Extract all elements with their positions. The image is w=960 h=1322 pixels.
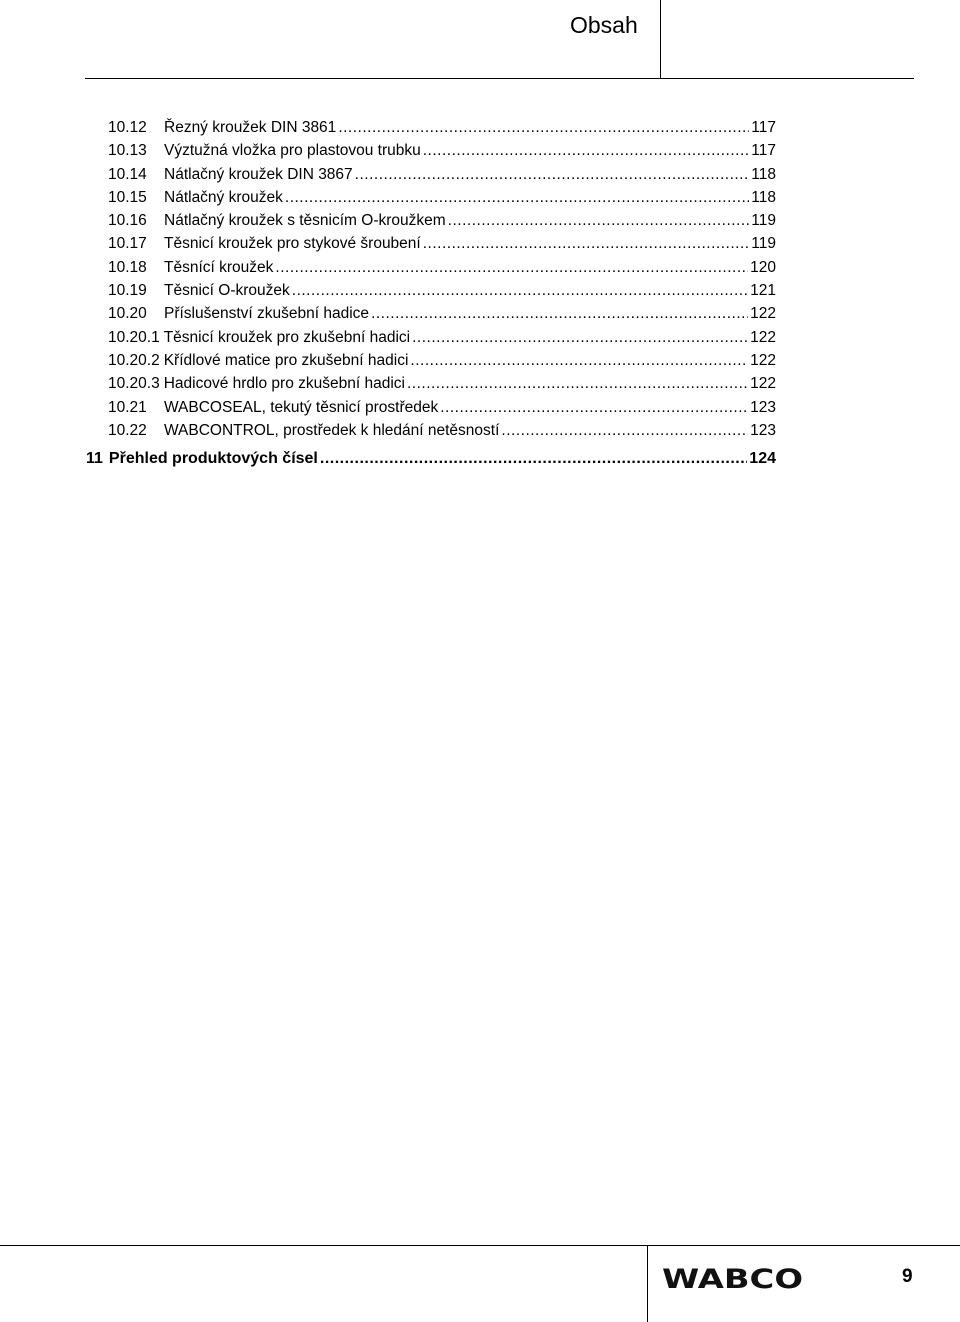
toc-entry-number: 10.16 bbox=[108, 212, 147, 230]
toc-entry[interactable] bbox=[86, 256, 776, 279]
toc-dot-leader bbox=[275, 256, 748, 279]
toc-dot-leader bbox=[501, 419, 748, 442]
toc-entry-number: 10.19 bbox=[108, 282, 147, 300]
toc-entry-page: 122 bbox=[750, 351, 776, 369]
wabco-logo: WABCO bbox=[662, 1264, 804, 1295]
toc-entry-page: 117 bbox=[751, 119, 776, 136]
toc-entry-number: 10.12 bbox=[108, 119, 147, 136]
toc-entry-page: 121 bbox=[750, 282, 776, 300]
toc-entry-title: Křídlové matice pro zkušební hadici bbox=[163, 351, 409, 369]
toc-entry[interactable] bbox=[86, 163, 776, 186]
toc-entry-number: 10.20.3 bbox=[108, 375, 160, 393]
toc-entry[interactable] bbox=[86, 372, 776, 395]
toc-entry[interactable] bbox=[86, 326, 776, 349]
toc-entry-title: WABCOSEAL, tekutý těsnicí prostředek bbox=[164, 398, 439, 416]
toc-entry[interactable] bbox=[86, 116, 776, 139]
toc-dot-leader bbox=[338, 116, 749, 139]
toc-entry-number: 10.20 bbox=[108, 305, 147, 323]
toc-dot-leader bbox=[448, 209, 750, 232]
toc-entry-title: WABCONTROL, prostředek k hledání netěsností bbox=[164, 421, 500, 439]
toc-entry[interactable] bbox=[86, 279, 776, 302]
toc-entry-title: Těsnící kroužek bbox=[164, 258, 274, 276]
toc-entry-number: 10.14 bbox=[108, 165, 147, 183]
toc-entry[interactable] bbox=[86, 349, 776, 372]
toc-entry-page: 119 bbox=[751, 235, 776, 253]
toc-entry-title: Řezný kroužek DIN 3861 bbox=[164, 119, 337, 136]
toc-dot-leader bbox=[355, 163, 750, 186]
toc-dot-leader bbox=[371, 302, 748, 325]
toc-dot-leader bbox=[423, 232, 750, 255]
footer-divider-vertical bbox=[647, 1245, 648, 1322]
footer-page-number: 9 bbox=[902, 1266, 913, 1287]
toc-entry-page: 118 bbox=[751, 188, 776, 206]
toc-entry-number: 10.20.1 bbox=[108, 328, 160, 346]
toc-entry-page: 117 bbox=[751, 142, 776, 160]
toc-entry[interactable] bbox=[86, 209, 776, 232]
toc-entry-title: Nátlačný kroužek bbox=[164, 188, 283, 206]
toc-entry-page: 122 bbox=[750, 305, 776, 323]
toc-entry-number: 10.15 bbox=[108, 188, 147, 206]
toc-entry-title: Příslušenství zkušební hadice bbox=[164, 305, 370, 323]
toc-entry-number: 10.13 bbox=[108, 142, 147, 160]
toc-entry-number: 10.18 bbox=[108, 258, 147, 276]
toc-entry-number: 10.20.2 bbox=[108, 351, 160, 369]
toc-dot-leader bbox=[412, 326, 748, 349]
toc-entry-title: Těsnicí O-kroužek bbox=[164, 282, 290, 300]
toc-dot-leader bbox=[285, 186, 749, 209]
toc-dot-leader bbox=[423, 139, 750, 162]
toc-entry-page: 122 bbox=[750, 328, 776, 346]
toc-entry-page: 120 bbox=[750, 258, 776, 276]
toc-entry-page: 123 bbox=[750, 421, 776, 439]
toc-entry-title: Těsnicí kroužek pro stykové šroubení bbox=[164, 235, 421, 253]
toc-entry-title: Těsnicí kroužek pro zkušební hadici bbox=[163, 328, 411, 346]
toc-chapter-entry[interactable] bbox=[86, 447, 776, 470]
toc-entry[interactable] bbox=[86, 419, 776, 442]
toc-entry-page: 122 bbox=[750, 375, 776, 393]
page-header-title: Obsah bbox=[570, 12, 638, 38]
toc-entry-page: 124 bbox=[749, 450, 776, 468]
toc-dot-leader bbox=[410, 349, 748, 372]
toc-entry-number: 10.21 bbox=[108, 398, 147, 416]
toc-entry-title: Přehled produktových čísel bbox=[108, 450, 318, 468]
toc-dot-leader bbox=[292, 279, 748, 302]
toc-entry-title: Nátlačný kroužek DIN 3867 bbox=[164, 165, 353, 183]
header-divider-vertical bbox=[660, 0, 661, 79]
toc-entry[interactable] bbox=[86, 302, 776, 325]
toc-entry[interactable] bbox=[86, 232, 776, 255]
toc-entry[interactable] bbox=[86, 186, 776, 209]
toc-dot-leader bbox=[320, 447, 747, 470]
toc-entry-title: Hadicové hrdlo pro zkušební hadici bbox=[163, 375, 405, 393]
toc-entry-title: Nátlačný kroužek s těsnicím O-kroužkem bbox=[164, 212, 446, 230]
toc-entry-number: 10.17 bbox=[108, 235, 147, 253]
toc-dot-leader bbox=[440, 396, 748, 419]
toc-entry-number: 11 bbox=[86, 450, 103, 468]
toc-entry-page: 119 bbox=[751, 212, 776, 230]
table-of-contents bbox=[86, 116, 776, 470]
toc-entry-page: 118 bbox=[751, 165, 776, 183]
toc-dot-leader bbox=[407, 372, 748, 395]
toc-entry-title: Výztužná vložka pro plastovou trubku bbox=[164, 142, 421, 160]
toc-entry[interactable] bbox=[86, 139, 776, 162]
toc-entry-page: 123 bbox=[750, 398, 776, 416]
footer-divider-horizontal bbox=[0, 1245, 960, 1246]
toc-entry[interactable] bbox=[86, 396, 776, 419]
header-divider-horizontal bbox=[85, 78, 914, 79]
toc-entry-number: 10.22 bbox=[108, 421, 147, 439]
